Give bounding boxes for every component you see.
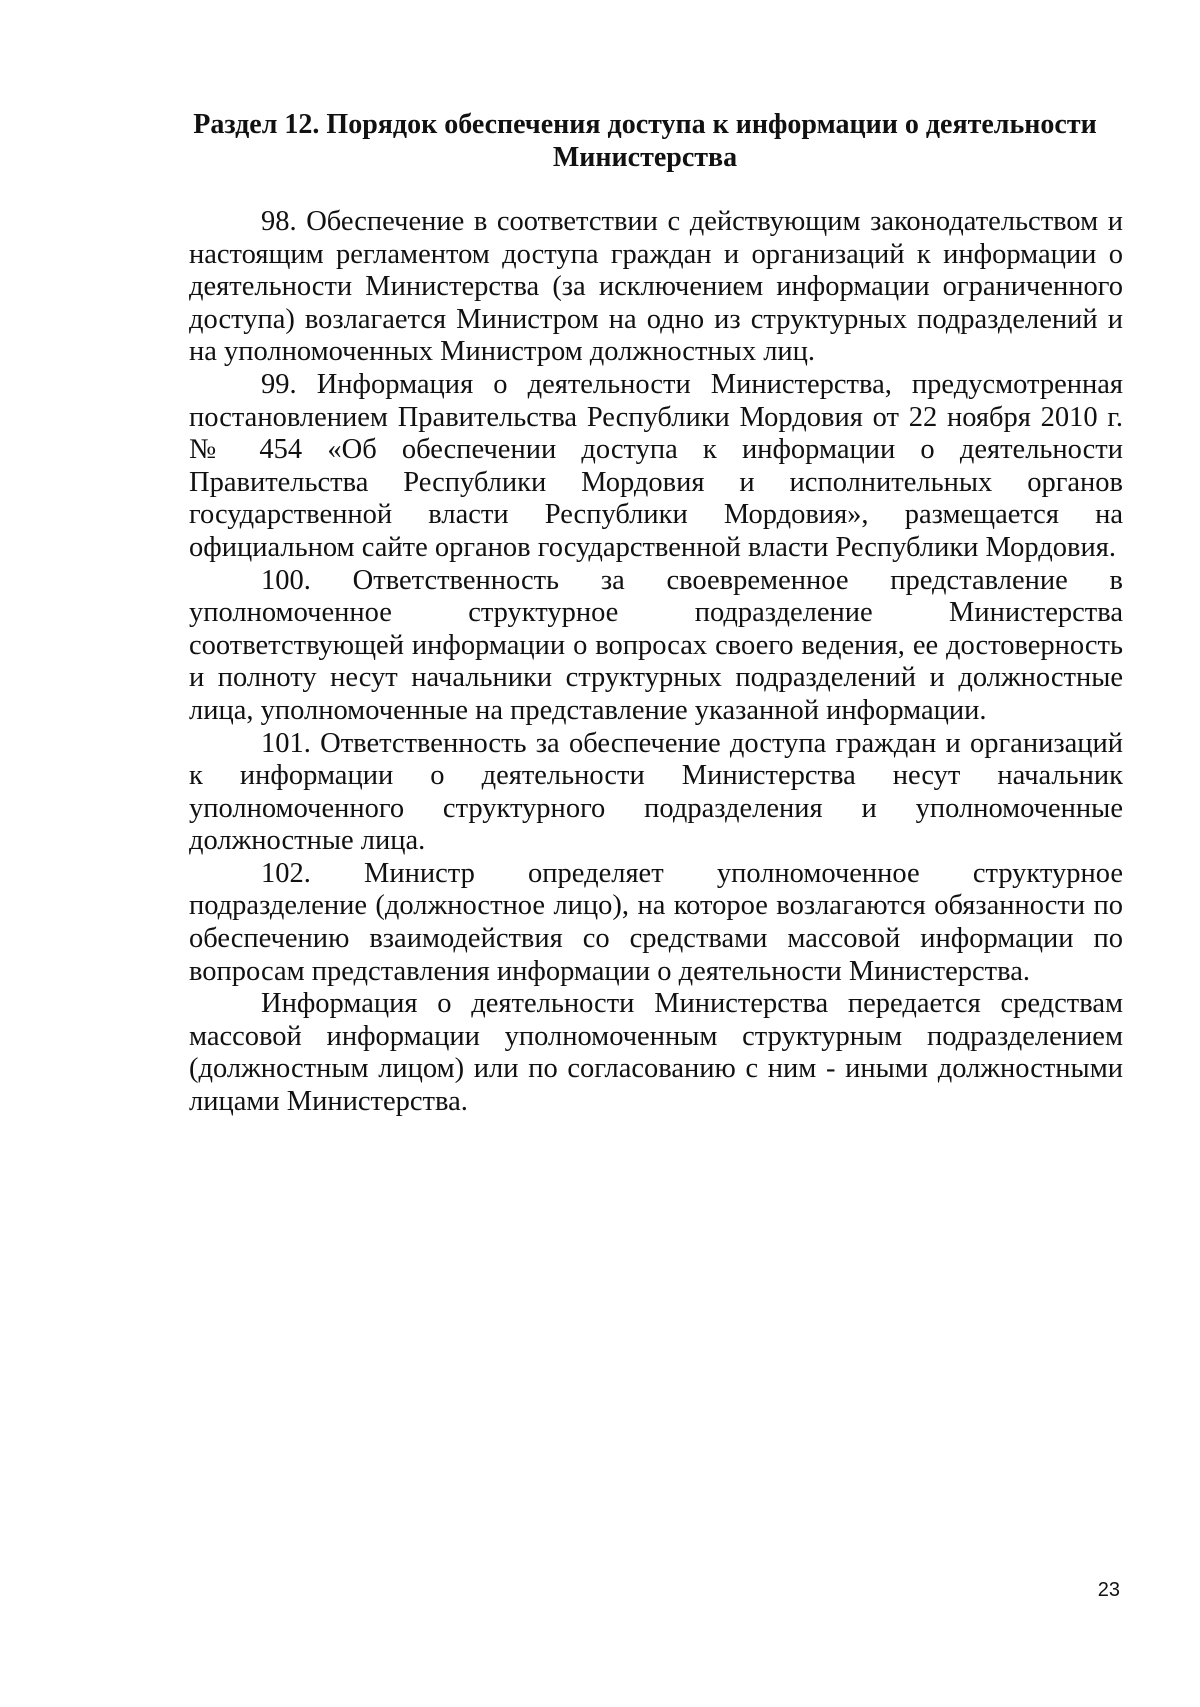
section-heading <box>180 108 1110 174</box>
paragraph-101: 101. Ответственность за обеспечение доступа граждан и организаций к информации о деятельности Министерства несут начальник уполномоченного структурного подразделения и уполномоченные должностные лица. <box>189 727 1123 857</box>
paragraph-102: 102. Министр определяет уполномоченное структурное подразделение (должностное лицо), на которое возлагаются обязанности по обеспечению взаимодействия со средствами массовой информации по вопросам представления информации о деятельности Министерства. <box>189 857 1123 987</box>
document-body <box>189 206 1123 1119</box>
paragraph-98: 98. Обеспечение в соответствии с действующим законодательством и настоящим регламентом доступа граждан и организаций к информации о деятельности Министерства (за исключением информации ограниченного доступа) возлагается Министром на одно из структурных подразделений и на уполномоченных Министром должностных лиц. <box>189 206 1123 368</box>
page-number: 23 <box>1097 1579 1120 1601</box>
paragraph-100: 100. Ответственность за своевременное представление в уполномоченное структурное подразделение Министерства соответствующей информации о вопросах своего ведения, ее достоверность и полноту несут начальники структурных подразделений и должностные лица, уполномоченные на представление указанной информации. <box>189 564 1123 726</box>
section-title-line-2: Министерства <box>552 142 738 173</box>
paragraph-media-info: Информация о деятельности Министерства передается средствам массовой информации уполномоченным структурным подразделением (должностным лицом) или по согласованию с ним - иными должностными лицами Министерства. <box>189 988 1123 1118</box>
paragraph-99: 99. Информация о деятельности Министерства, предусмотренная постановлением Правительства Республики Мордовия от 22 ноября 2010 г. № 454 «Об обеспечении доступа к информации о деятельности Правительства Республики Мордовия и исполнительных органов государственной власти Республики Мордовия», размещается на официальном сайте органов государственной власти Республики Мордовия. <box>189 368 1123 563</box>
section-title-line-1: Раздел 12. Порядок обеспечения доступа к информации о деятельности <box>193 109 1097 140</box>
